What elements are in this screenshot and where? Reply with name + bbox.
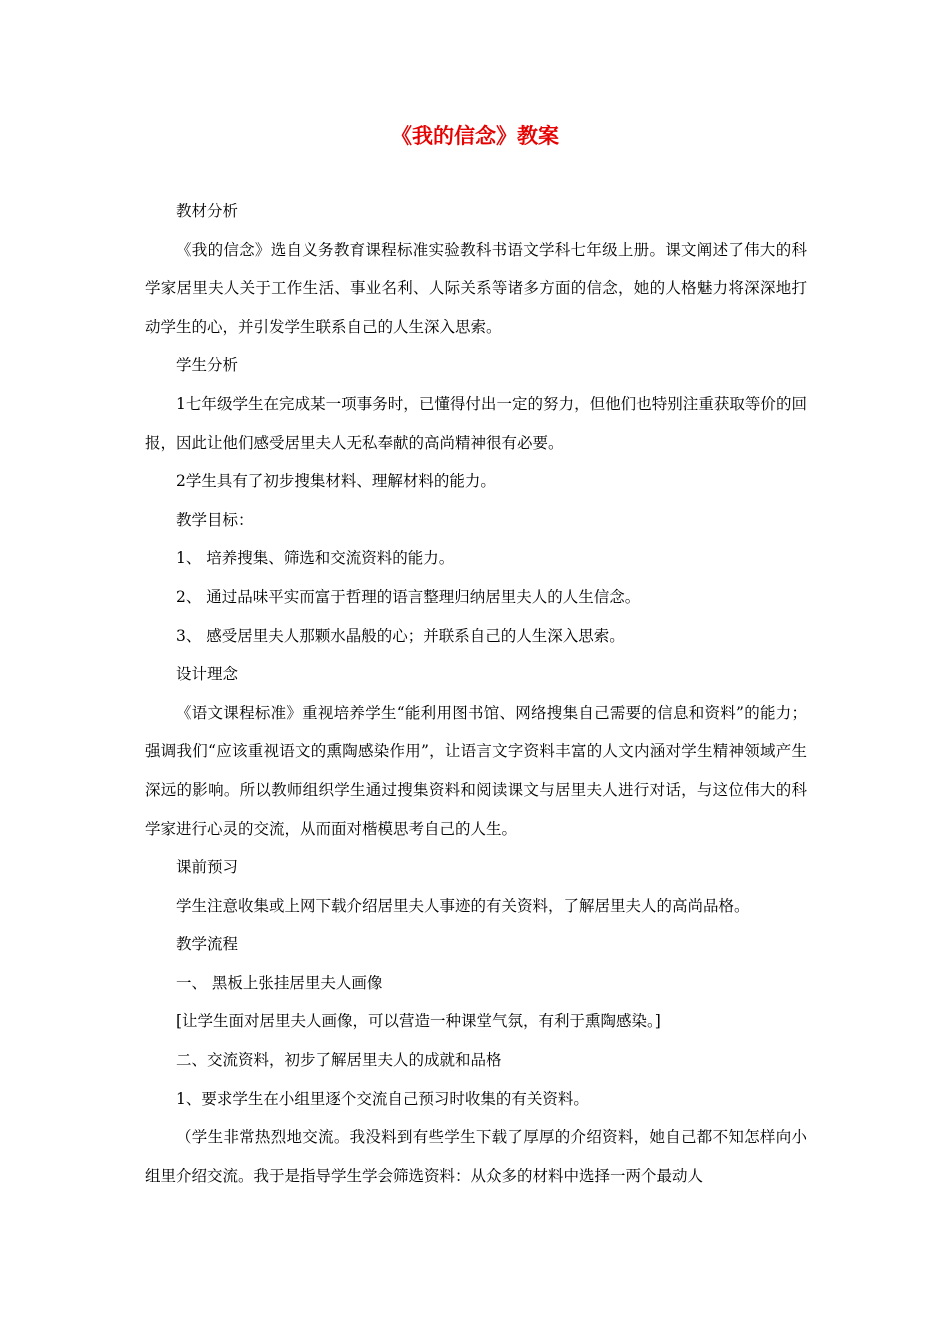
process-substep-1: 1、要求学生在小组里逐个交流自己预习时收集的有关资料。 [176,1089,589,1108]
paragraph-student-analysis-2: 2学生具有了初步搜集材料、理解材料的能力。 [176,472,496,491]
heading-textbook-analysis: 教材分析 [176,202,239,220]
process-note-1: [让学生面对居里夫人画像，可以营造一种课堂气氛，有利于熏陶感染。] [176,1012,661,1031]
goal-item-1: 1、 培养搜集、筛选和交流资料的能力。 [176,549,455,568]
heading-design-concept: 设计理念 [176,665,239,684]
document-title: 《我的信念》教案 [391,124,559,148]
goal-item-2: 2、 通过品味平实而富于哲理的语言整理归纳居里夫人的人生信念。 [176,587,641,606]
heading-student-analysis: 学生分析 [176,356,239,375]
document-body [145,192,807,1195]
heading-preview: 课前预习 [176,858,239,877]
paragraph-textbook-analysis: 《我的信念》选自义务教育课程标准实验教科书语文学科七年级上册。课文阐述了伟大的科学家居里夫人关于工作生活、事业名利、人际关系等诸多方面的信念，她的人格魅力将深深地打动学生的心，并引发学生联系自己的人生深入思索。 [145,240,807,336]
paragraph-design-concept: 《语文课程标准》重视培养学生“能利用图书馆、网络搜集自己需要的信息和资料”的能力；强调我们“应该重视语文的熏陶感染作用”，让语言文字资料丰富的人文内涵对学生精神领域产生深远的影响。所以教师组织学生通过搜集资料和阅读课文与居里夫人进行对话，与这位伟大的科学家进行心灵的交流，从而面对楷模思考自己的人生。 [145,703,807,838]
goal-item-3: 3、 感受居里夫人那颗水晶般的心；并联系自己的人生深入思索。 [176,626,625,645]
process-step-1: 一、 黑板上张挂居里夫人画像 [176,973,383,992]
process-step-2: 二、交流资料，初步了解居里夫人的成就和品格 [176,1051,502,1070]
paragraph-preview: 学生注意收集或上网下载介绍居里夫人事迹的有关资料，了解居里夫人的高尚品格。 [176,896,750,915]
heading-teaching-goals: 教学目标： [176,510,254,529]
process-note-2: （学生非常热烈地交流。我没料到有些学生下载了厚厚的介绍资料，她自己都不知怎样向小组里介绍交流。我于是指导学生学会筛选资料：从众多的材料中选择一两个最动人 [145,1128,807,1185]
heading-teaching-process: 教学流程 [176,935,239,954]
paragraph-student-analysis-1: 1七年级学生在完成某一项事务时，已懂得付出一定的努力，但他们也特别注重获取等价的回报，因此让他们感受居里夫人无私奉献的高尚精神很有必要。 [145,394,807,452]
